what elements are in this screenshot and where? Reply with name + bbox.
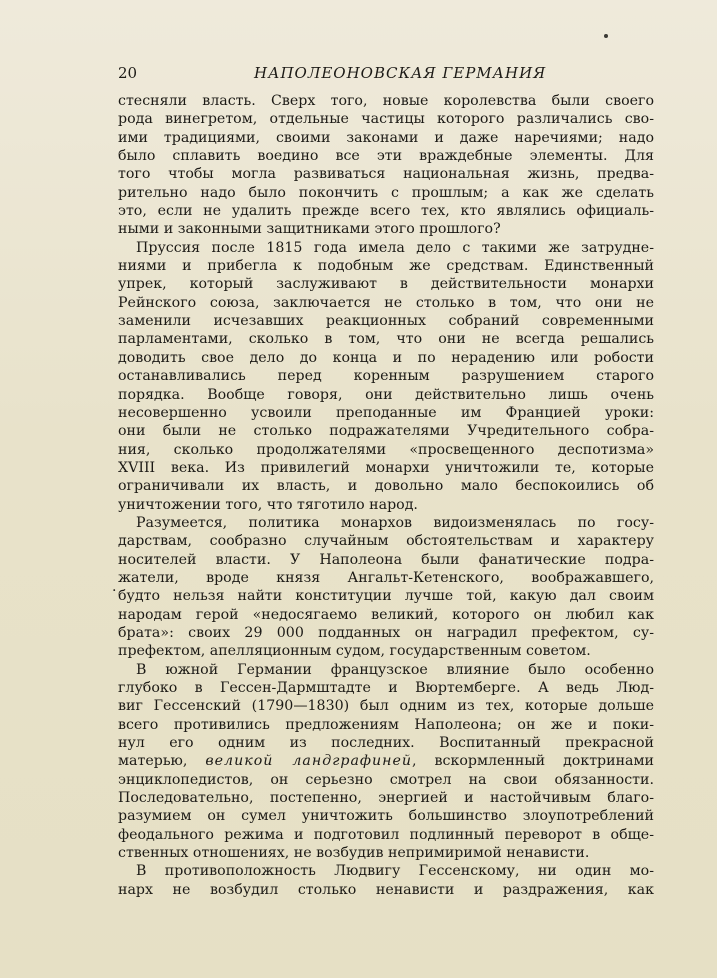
page-number: 20: [118, 64, 138, 82]
line-end: , вскормленный доктринами: [412, 753, 655, 770]
text-line: жатели, вроде князя Ангальт-Кетенского, воображавшего,: [118, 569, 654, 586]
text-line: это, если не удалить прежде всего тех, кто являлись официаль-: [118, 203, 654, 220]
body-text: [118, 92, 654, 899]
margin-mark: .: [112, 579, 117, 595]
text-line: будто нельзя найти конституции лучше той, какую дал своим: [118, 588, 654, 605]
text-line: заменили исчезавших реакционных собраний современными: [118, 313, 654, 330]
text-line: ниями и прибегла к подобным же средствам. Единственный: [118, 258, 654, 275]
text-line: носителей власти. У Наполеона были фанатические подра-: [118, 551, 654, 568]
text-line: стесняли власть. Сверх того, новые королевства были своего: [118, 93, 654, 109]
text-line: В противоположность Людвигу Гессенскому, ни один мо-: [136, 863, 654, 880]
text-line: парламентами, сколько в том, что они не всегда решались: [118, 331, 654, 348]
text-line: нарх не возбудил столько ненависти и раздражения, как: [118, 881, 654, 898]
text-line: Пруссия после 1815 года имела дело с такими же затрудне-: [136, 239, 654, 256]
text-line: доводить свое дело до конца и по нерадению или робости: [118, 349, 654, 366]
text-line: всего противились предложениям Наполеона; он же и поки-: [118, 716, 654, 733]
text-line: рода винегретом, отдельные частицы которого различались сво-: [118, 111, 654, 128]
text-line: ными и законными защитниками этого прошлого?: [118, 221, 501, 238]
text-line: XVIII века. Из привилегий монархи уничтожили те, которые: [118, 459, 654, 476]
text-line: несовершенно усвоили преподанные им Францией уроки:: [118, 404, 654, 421]
text-line: было сплавить воедино все эти враждебные элементы. Для: [118, 148, 654, 165]
text-line: останавливались перед коренным разрушением старого: [118, 368, 654, 385]
running-title: НАПОЛЕОНОВСКАЯ ГЕРМАНИЯ: [254, 64, 547, 82]
text-line: дарствам, сообразно случайным обстоятельствам и характеру: [118, 533, 654, 550]
text-line: они были не столько подражателями Учредительного собра-: [118, 423, 654, 440]
text-line: нул его одним из последних. Воспитанный прекрасной: [118, 735, 654, 752]
text-line: феодального режима и подготовил подлинный переворот в обще-: [118, 826, 654, 843]
text-line: уничтожении того, что тяготило народ.: [118, 496, 418, 513]
text-line: порядка. Вообще говоря, они действительно лишь очень: [118, 386, 654, 403]
text-line: брата»: своих 29 000 подданных он наградил префектом, су-: [118, 624, 654, 641]
print-speck: [604, 34, 608, 38]
text-line: разумием он сумел уничтожить большинство злоупотреблений: [118, 808, 654, 825]
text-line: рительно надо было покончить с прошлым; а как же сделать: [118, 184, 654, 201]
emphasized-phrase: великой ландграфиней: [205, 753, 413, 770]
page-header: [118, 63, 654, 83]
text-line: ограничивали их власть, и довольно мало беспокоились об: [118, 478, 654, 495]
text-line: Разумеется, политика монархов видоизменялась по госу-: [136, 514, 654, 531]
text-line: ственных отношениях, не возбудив непримиримой ненависти.: [118, 845, 590, 862]
text-line: упрек, который заслуживают в действительности монархи: [118, 276, 654, 293]
text-line: виг Гессенский (1790—1830) был одним из тех, которые дольше: [118, 698, 654, 715]
text-line-with-emphasis: [118, 752, 654, 770]
text-line: В южной Германии французское влияние было особенно: [136, 661, 654, 678]
line-start: матерью,: [118, 753, 206, 770]
text-line: префектом, апелляционным судом, государственным советом.: [118, 643, 591, 660]
text-line: Последовательно, постепенно, энергией и настойчивым благо-: [118, 790, 654, 807]
text-line: глубоко в Гессен-Дармштадте и Вюртемберге. А ведь Люд-: [118, 680, 654, 696]
text-line: ими традициями, своими законами и даже наречиями; надо: [118, 129, 654, 146]
text-line: народам герой «недосягаемо великий, которого он любил как: [118, 606, 654, 623]
text-line: Рейнского союза, заключается не столько в том, что они не: [118, 294, 654, 311]
text-line: энциклопедистов, он серьезно смотрел на свои обязанности.: [118, 771, 654, 788]
text-line: ния, сколько продолжателями «просвещенного деспотизма»: [118, 441, 654, 458]
text-line: того чтобы могла развиваться национальная жизнь, предва-: [118, 166, 654, 183]
